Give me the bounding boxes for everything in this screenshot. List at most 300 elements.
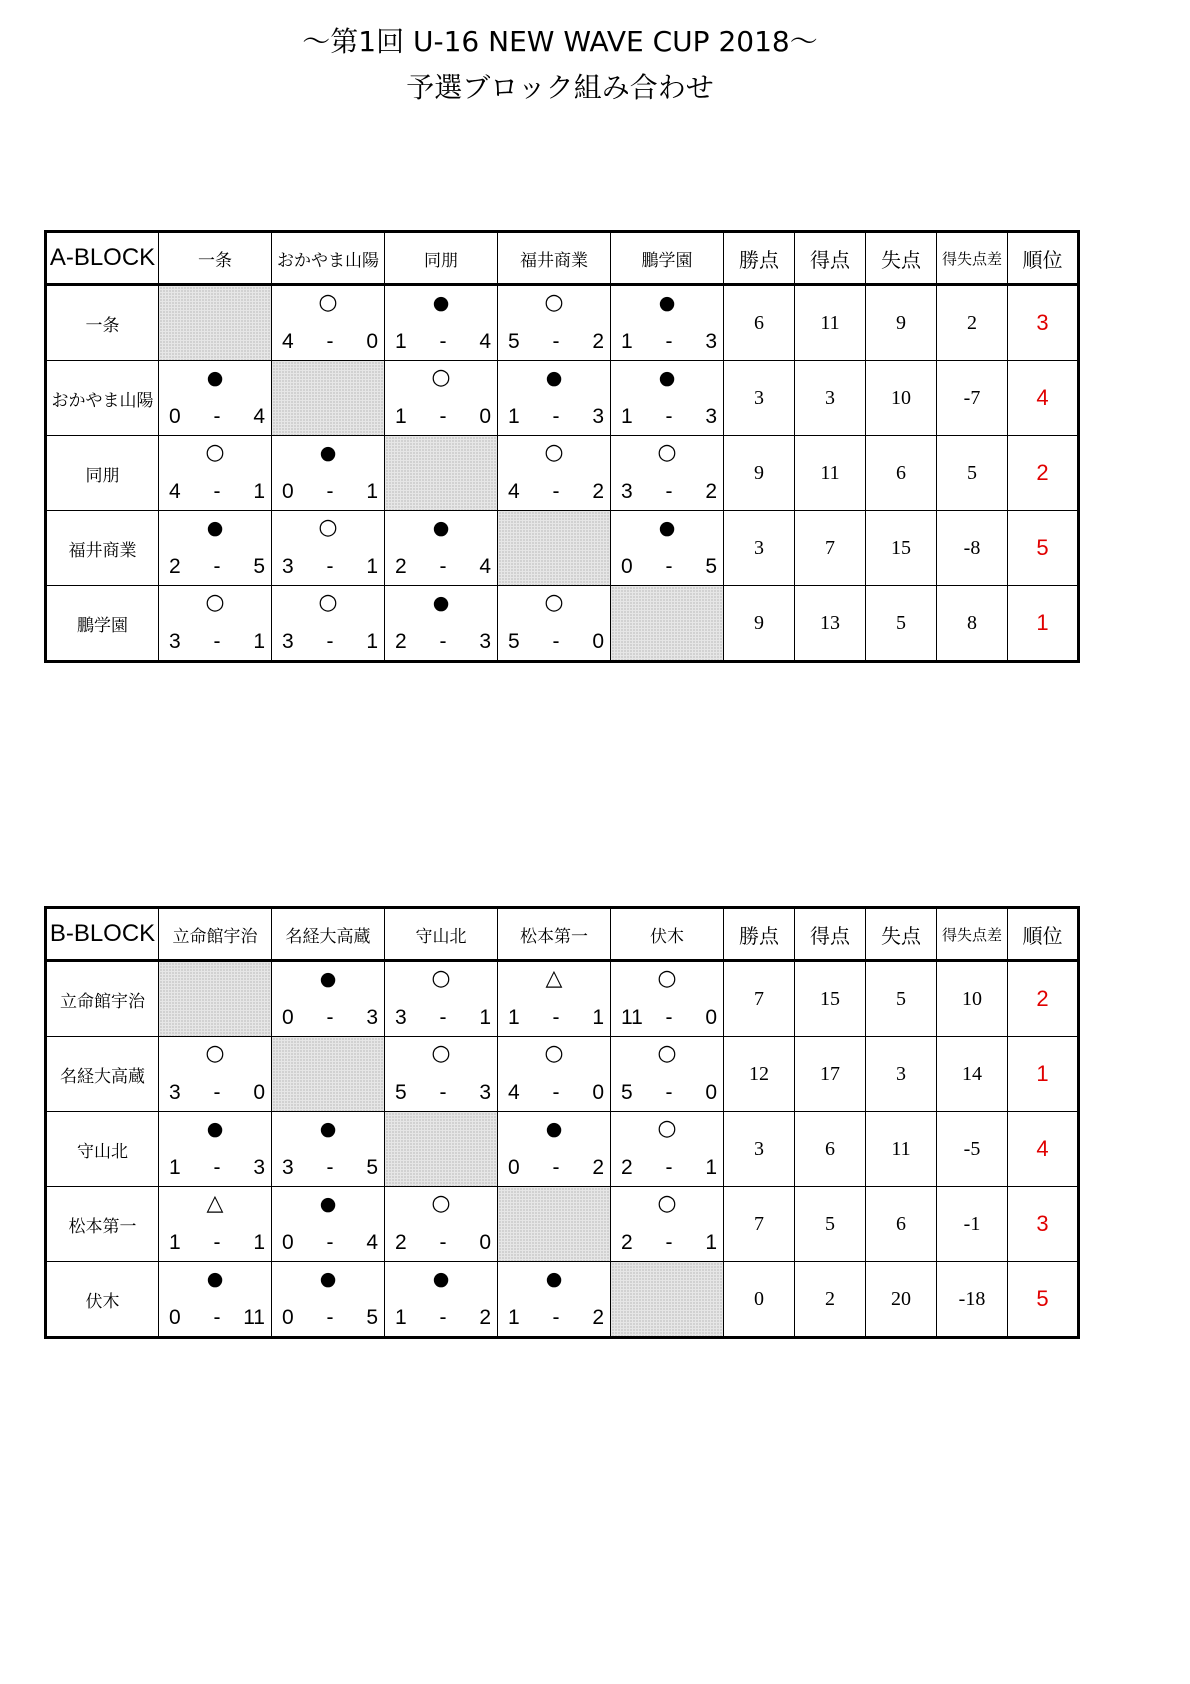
result-mark-icon: ○ (431, 966, 451, 991)
goals-for: 2 (169, 555, 181, 578)
goals-against: 3 (479, 1081, 491, 1104)
goals-scored: 17 (795, 1037, 866, 1112)
match-score (169, 1156, 265, 1180)
team-row (46, 511, 1079, 586)
points: 12 (724, 1037, 795, 1112)
goals-for: 11 (621, 1006, 643, 1029)
match-result (385, 962, 497, 1036)
goals-for: 1 (508, 405, 520, 428)
result-mark-icon: ● (658, 292, 676, 314)
rank: 1 (1008, 1037, 1079, 1112)
match-result-cell (159, 1262, 272, 1338)
match-score (621, 555, 717, 579)
team-name: 福井商業 (46, 511, 159, 586)
self-match-cell (611, 586, 724, 662)
match-result (159, 511, 271, 585)
score-dash: - (552, 1081, 560, 1104)
goals-against: 4 (366, 1231, 378, 1254)
match-result-cell (272, 586, 385, 662)
goals-against: 1 (366, 480, 378, 503)
match-result-cell (385, 1262, 498, 1338)
goals-against: 3 (253, 1156, 265, 1179)
score-dash: - (439, 1006, 447, 1029)
goals-for: 5 (508, 330, 520, 353)
result-mark-icon: ● (206, 1268, 224, 1290)
goals-for: 5 (621, 1081, 633, 1104)
score-dash: - (213, 1306, 221, 1329)
goals-for: 4 (508, 1081, 520, 1104)
match-result (385, 286, 497, 360)
rank: 2 (1008, 961, 1079, 1037)
score-dash: - (665, 1231, 673, 1254)
score-dash: - (552, 330, 560, 353)
goals-scored: 6 (795, 1112, 866, 1187)
match-score (282, 630, 378, 654)
result-mark-icon: ○ (544, 290, 564, 315)
match-result (159, 436, 271, 510)
match-result-cell (272, 511, 385, 586)
goals-for: 0 (508, 1156, 520, 1179)
goals-scored: 13 (795, 586, 866, 662)
match-result (272, 1262, 384, 1336)
match-result (498, 962, 610, 1036)
goals-conceded: 5 (866, 961, 937, 1037)
match-score (621, 480, 717, 504)
rank: 5 (1008, 511, 1079, 586)
goals-scored: 3 (795, 361, 866, 436)
goal-difference: -8 (937, 511, 1008, 586)
score-dash: - (552, 1156, 560, 1179)
result-mark-icon: ● (545, 367, 563, 389)
score-dash: - (213, 1156, 221, 1179)
score-dash: - (552, 405, 560, 428)
match-score (282, 1006, 378, 1030)
match-score (395, 330, 491, 354)
goals-for: 0 (282, 1006, 294, 1029)
match-result (159, 1112, 271, 1186)
match-result (272, 286, 384, 360)
goals-for: 3 (169, 630, 181, 653)
match-result (611, 1112, 723, 1186)
result-mark-icon: ● (545, 1268, 563, 1290)
goals-for: 4 (508, 480, 520, 503)
goals-for: 2 (395, 555, 407, 578)
opponent-header: 名経大高蔵 (272, 908, 385, 961)
points: 9 (724, 436, 795, 511)
rank: 1 (1008, 586, 1079, 662)
result-mark-icon: ○ (544, 440, 564, 465)
result-mark-icon: ● (319, 1118, 337, 1140)
goals-for: 2 (621, 1156, 633, 1179)
self-match-cell (385, 436, 498, 511)
result-mark-icon: ● (432, 592, 450, 614)
goals-against: 11 (243, 1306, 265, 1329)
result-mark-icon: ○ (657, 1041, 677, 1066)
score-dash: - (665, 1081, 673, 1104)
goals-scored: 5 (795, 1187, 866, 1262)
match-result (159, 361, 271, 435)
result-mark-icon: ● (319, 1268, 337, 1290)
goals-against: 4 (479, 555, 491, 578)
opponent-header: 一条 (159, 232, 272, 285)
opponent-header: 伏木 (611, 908, 724, 961)
score-dash: - (552, 630, 560, 653)
rank: 2 (1008, 436, 1079, 511)
match-score (508, 330, 604, 354)
points: 7 (724, 961, 795, 1037)
result-mark-icon: ○ (205, 440, 225, 465)
block-label: B-BLOCK (46, 908, 159, 961)
match-score (282, 1156, 378, 1180)
match-result-cell (159, 1037, 272, 1112)
result-mark-icon: ● (545, 1118, 563, 1140)
goals-against: 0 (366, 330, 378, 353)
match-result (272, 962, 384, 1036)
team-row (46, 1187, 1079, 1262)
match-result-cell (272, 436, 385, 511)
b-block-table (44, 906, 1080, 1339)
score-dash: - (439, 405, 447, 428)
points: 6 (724, 285, 795, 361)
score-dash: - (326, 555, 334, 578)
goals-against: 0 (705, 1006, 717, 1029)
score-dash: - (326, 330, 334, 353)
goals-conceded: 6 (866, 436, 937, 511)
stat-header: 勝点 (724, 232, 795, 285)
match-score (282, 1306, 378, 1330)
team-row (46, 436, 1079, 511)
match-result-cell (611, 1187, 724, 1262)
stat-header: 順位 (1008, 908, 1079, 961)
goals-scored: 7 (795, 511, 866, 586)
match-result (498, 361, 610, 435)
goal-difference: -1 (937, 1187, 1008, 1262)
goals-against: 5 (366, 1306, 378, 1329)
goals-against: 3 (479, 630, 491, 653)
self-match-cell (498, 511, 611, 586)
score-dash: - (665, 330, 673, 353)
opponent-header: 松本第一 (498, 908, 611, 961)
goals-for: 0 (282, 480, 294, 503)
goals-conceded: 20 (866, 1262, 937, 1338)
result-mark-icon: ○ (544, 1041, 564, 1066)
team-row (46, 1112, 1079, 1187)
result-mark-icon: ○ (318, 590, 338, 615)
goal-difference: -7 (937, 361, 1008, 436)
goals-for: 0 (169, 1306, 181, 1329)
match-result (498, 436, 610, 510)
match-result (272, 511, 384, 585)
goals-for: 3 (621, 480, 633, 503)
match-result-cell (498, 961, 611, 1037)
match-result (385, 361, 497, 435)
result-mark-icon: ● (658, 517, 676, 539)
goal-difference: 2 (937, 285, 1008, 361)
team-name: おかやま山陽 (46, 361, 159, 436)
match-score (621, 1006, 717, 1030)
points: 3 (724, 361, 795, 436)
opponent-header: 鵬学園 (611, 232, 724, 285)
score-dash: - (213, 630, 221, 653)
match-score (621, 1231, 717, 1255)
score-dash: - (213, 480, 221, 503)
goals-for: 1 (621, 330, 633, 353)
match-result (385, 1187, 497, 1261)
score-dash: - (326, 1156, 334, 1179)
score-dash: - (552, 1306, 560, 1329)
points: 7 (724, 1187, 795, 1262)
points: 9 (724, 586, 795, 662)
score-dash: - (665, 555, 673, 578)
match-result (385, 1037, 497, 1111)
opponent-header: 同朋 (385, 232, 498, 285)
goals-against: 3 (366, 1006, 378, 1029)
match-result-cell (611, 361, 724, 436)
match-result (272, 1187, 384, 1261)
match-result-cell (498, 436, 611, 511)
goals-against: 0 (592, 630, 604, 653)
team-name: 名経大高蔵 (46, 1037, 159, 1112)
stat-header: 勝点 (724, 908, 795, 961)
match-score (508, 1306, 604, 1330)
match-score (621, 1081, 717, 1105)
score-dash: - (326, 630, 334, 653)
goals-for: 1 (508, 1306, 520, 1329)
result-mark-icon: ○ (431, 1041, 451, 1066)
team-name: 同朋 (46, 436, 159, 511)
stat-header: 得点 (795, 232, 866, 285)
match-score (169, 630, 265, 654)
goal-difference: 10 (937, 961, 1008, 1037)
goals-for: 1 (395, 405, 407, 428)
match-score (508, 405, 604, 429)
match-result-cell (611, 1037, 724, 1112)
goals-for: 1 (621, 405, 633, 428)
match-score (169, 1306, 265, 1330)
match-score (282, 480, 378, 504)
goals-for: 1 (395, 1306, 407, 1329)
self-match-cell (498, 1187, 611, 1262)
score-dash: - (439, 1306, 447, 1329)
result-mark-icon: ● (432, 292, 450, 314)
result-mark-icon: ● (432, 517, 450, 539)
goal-difference: -5 (937, 1112, 1008, 1187)
match-result (385, 511, 497, 585)
goals-conceded: 5 (866, 586, 937, 662)
goals-against: 5 (705, 555, 717, 578)
match-score (282, 1231, 378, 1255)
match-score (621, 1156, 717, 1180)
match-score (508, 630, 604, 654)
result-mark-icon: ○ (318, 515, 338, 540)
goals-for: 3 (282, 555, 294, 578)
stat-header: 順位 (1008, 232, 1079, 285)
match-result (159, 1262, 271, 1336)
result-mark-icon: ○ (544, 590, 564, 615)
match-result-cell (385, 361, 498, 436)
match-score (395, 630, 491, 654)
page-title: ～第1回 U-16 NEW WAVE CUP 2018～ (302, 25, 818, 58)
match-result-cell (498, 586, 611, 662)
goals-conceded: 15 (866, 511, 937, 586)
match-score (282, 330, 378, 354)
stat-header: 失点 (866, 908, 937, 961)
opponent-header: 立命館宇治 (159, 908, 272, 961)
stat-header: 得失点差 (937, 232, 1008, 285)
goals-against: 1 (479, 1006, 491, 1029)
match-result (498, 1262, 610, 1336)
goals-against: 1 (253, 1231, 265, 1254)
result-mark-icon: ● (206, 367, 224, 389)
goals-against: 5 (366, 1156, 378, 1179)
team-name: 立命館宇治 (46, 961, 159, 1037)
match-result (159, 586, 271, 660)
goals-against: 1 (253, 630, 265, 653)
match-result (611, 1187, 723, 1261)
match-score (508, 1006, 604, 1030)
result-mark-icon: ○ (657, 966, 677, 991)
match-result (159, 1037, 271, 1111)
goals-against: 1 (705, 1231, 717, 1254)
goals-for: 1 (395, 330, 407, 353)
match-result-cell (272, 1187, 385, 1262)
stat-header: 失点 (866, 232, 937, 285)
goal-difference: 8 (937, 586, 1008, 662)
match-result (611, 436, 723, 510)
match-result (611, 361, 723, 435)
match-score (169, 555, 265, 579)
team-name: 鵬学園 (46, 586, 159, 662)
team-row (46, 361, 1079, 436)
result-mark-icon: ● (319, 968, 337, 990)
goals-for: 3 (282, 630, 294, 653)
rank: 4 (1008, 1112, 1079, 1187)
score-dash: - (213, 1081, 221, 1104)
match-result-cell (611, 285, 724, 361)
result-mark-icon: ● (432, 1268, 450, 1290)
team-name: 守山北 (46, 1112, 159, 1187)
match-result-cell (498, 285, 611, 361)
goals-against: 2 (592, 1306, 604, 1329)
goals-scored: 11 (795, 285, 866, 361)
goals-conceded: 11 (866, 1112, 937, 1187)
rank: 5 (1008, 1262, 1079, 1338)
match-result-cell (385, 586, 498, 662)
match-score (395, 405, 491, 429)
stat-header: 得失点差 (937, 908, 1008, 961)
goals-against: 1 (253, 480, 265, 503)
match-score (169, 480, 265, 504)
goals-for: 0 (621, 555, 633, 578)
result-mark-icon: ● (658, 367, 676, 389)
goals-for: 0 (282, 1306, 294, 1329)
score-dash: - (326, 1006, 334, 1029)
match-result (498, 586, 610, 660)
result-mark-icon: ○ (657, 1191, 677, 1216)
goals-against: 1 (705, 1156, 717, 1179)
team-row (46, 586, 1079, 662)
result-mark-icon: ○ (318, 290, 338, 315)
match-result-cell (159, 511, 272, 586)
score-dash: - (439, 555, 447, 578)
result-mark-icon: ○ (205, 1041, 225, 1066)
result-mark-icon: ○ (431, 365, 451, 390)
goal-difference: 14 (937, 1037, 1008, 1112)
result-mark-icon: △ (545, 966, 563, 991)
score-dash: - (665, 405, 673, 428)
score-dash: - (213, 1231, 221, 1254)
goal-difference: 5 (937, 436, 1008, 511)
rank: 3 (1008, 1187, 1079, 1262)
match-result (272, 1112, 384, 1186)
match-result-cell (159, 1112, 272, 1187)
match-result-cell (385, 961, 498, 1037)
goals-for: 1 (169, 1156, 181, 1179)
score-dash: - (665, 480, 673, 503)
goals-against: 4 (479, 330, 491, 353)
match-result-cell (498, 1112, 611, 1187)
goals-against: 2 (592, 1156, 604, 1179)
result-mark-icon: ○ (205, 590, 225, 615)
opponent-header: 福井商業 (498, 232, 611, 285)
score-dash: - (326, 480, 334, 503)
match-result-cell (498, 1262, 611, 1338)
goals-against: 0 (705, 1081, 717, 1104)
goals-against: 1 (592, 1006, 604, 1029)
match-result (498, 1112, 610, 1186)
match-result (272, 586, 384, 660)
match-result-cell (272, 1262, 385, 1338)
result-mark-icon: ● (206, 517, 224, 539)
match-result-cell (611, 961, 724, 1037)
goals-for: 4 (169, 480, 181, 503)
match-result (385, 586, 497, 660)
team-row (46, 1262, 1079, 1338)
match-result (385, 1262, 497, 1336)
goals-conceded: 10 (866, 361, 937, 436)
goals-for: 3 (395, 1006, 407, 1029)
match-result-cell (272, 961, 385, 1037)
match-result (611, 1037, 723, 1111)
goals-conceded: 6 (866, 1187, 937, 1262)
points: 0 (724, 1262, 795, 1338)
match-result-cell (385, 511, 498, 586)
goals-for: 2 (621, 1231, 633, 1254)
result-mark-icon: △ (206, 1191, 224, 1216)
goals-against: 3 (705, 405, 717, 428)
goals-for: 0 (282, 1231, 294, 1254)
match-score (395, 1231, 491, 1255)
match-result (611, 286, 723, 360)
team-name: 一条 (46, 285, 159, 361)
page-subtitle: 予選ブロック組み合わせ (406, 71, 714, 104)
match-result (611, 511, 723, 585)
match-score (169, 1231, 265, 1255)
match-score (395, 1306, 491, 1330)
goals-against: 1 (366, 555, 378, 578)
match-score (282, 555, 378, 579)
match-score (395, 1006, 491, 1030)
match-result-cell (159, 361, 272, 436)
match-score (621, 330, 717, 354)
match-score (508, 1081, 604, 1105)
match-score (395, 1081, 491, 1105)
goals-scored: 2 (795, 1262, 866, 1338)
score-dash: - (439, 630, 447, 653)
match-result-cell (498, 1037, 611, 1112)
match-result-cell (611, 1112, 724, 1187)
score-dash: - (439, 330, 447, 353)
